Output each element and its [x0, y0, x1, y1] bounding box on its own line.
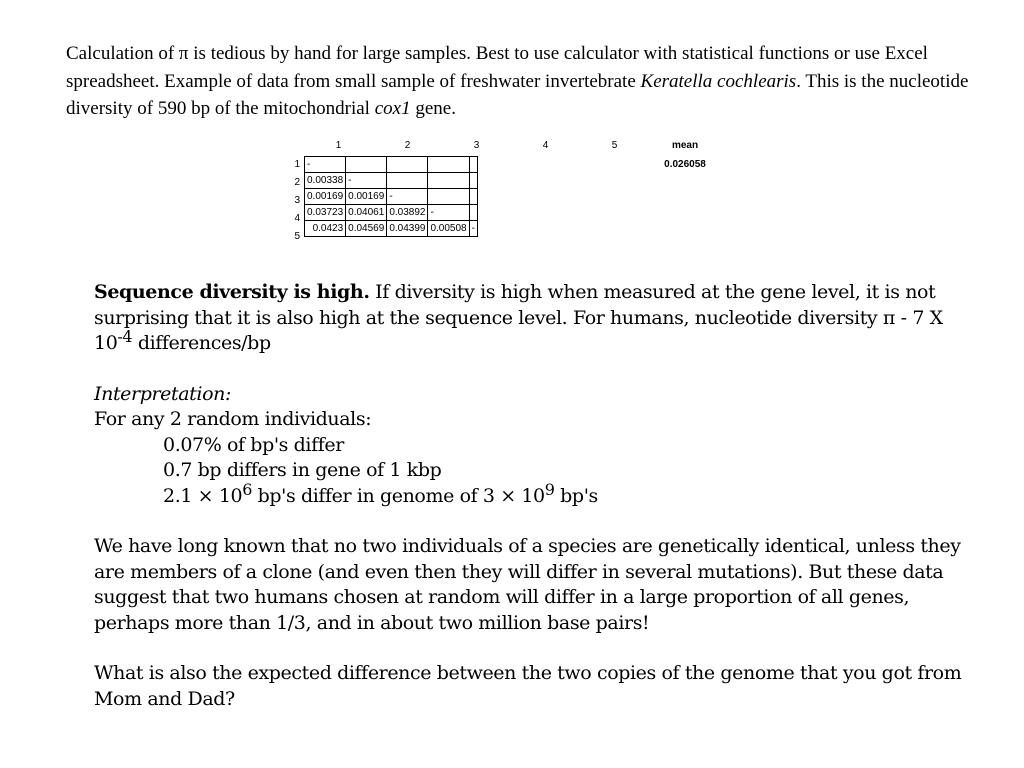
- distance-matrix: [304, 156, 478, 237]
- table-cell: -: [346, 173, 387, 189]
- table-cell: 0.04569: [346, 221, 387, 237]
- interpretation-item: $2.1 \times 10^6$ bp's differ in genome of $3 \times 10^9$ bp's: [163, 479, 598, 507]
- table-cell: -: [305, 157, 346, 173]
- table-cell: [469, 189, 477, 205]
- row-label: 2: [294, 177, 300, 188]
- intro-text: [66, 40, 986, 123]
- table-cell: [428, 157, 469, 173]
- table-row: [305, 205, 478, 221]
- table-cell: [428, 173, 469, 189]
- column-header: 4: [542, 140, 549, 151]
- intro-line-b: is tedious by hand for large samples. Best to use calculator with statistical functions or use Excel spreadsheet. Example of data from small sample of freshwater invertebrate: [66, 43, 928, 92]
- table-cell: 0.00169: [305, 189, 346, 205]
- diversity-unit: differences/bp: [132, 332, 271, 354]
- table-cell: -: [469, 221, 477, 237]
- diversity-exponent: -4: [117, 327, 133, 346]
- mean-value: 0.026058: [664, 159, 706, 170]
- table-row: [305, 173, 478, 189]
- lecture-body: [94, 280, 974, 712]
- intro-line-c: . This is the nucleotide diversity of 590 bp of the mitochondrial: [66, 70, 969, 119]
- table-cell: [346, 157, 387, 173]
- table-cell: [428, 189, 469, 205]
- diversity-approx: - 7 X 10: [94, 306, 943, 354]
- table-cell: [469, 157, 477, 173]
- diversity-text: If diversity is high when measured at the gene level, it is not surprising that it is also high at the sequence level. For humans, nucleotide diversity: [94, 281, 936, 329]
- diversity-heading: Sequence diversity is high.: [94, 281, 370, 303]
- table-cell: 0.04399: [387, 221, 428, 237]
- column-header: 3: [473, 140, 480, 151]
- column-header: 5: [611, 140, 618, 151]
- table-cell: 0.04061: [346, 205, 387, 221]
- table-cell: 0.03892: [387, 205, 428, 221]
- intro-line-a: Calculation of: [66, 43, 179, 64]
- intro-paragraph: [66, 40, 986, 123]
- row-label: 3: [294, 195, 300, 206]
- pi-symbol: π: [178, 43, 189, 64]
- interpretation-lead: For any 2 random individuals:: [94, 408, 372, 430]
- table-cell: [469, 205, 477, 221]
- table-cell: 0.00169: [346, 189, 387, 205]
- table-cell: [387, 157, 428, 173]
- table-cell: [387, 173, 428, 189]
- table-cell: [469, 173, 477, 189]
- gene-name: cox1: [374, 98, 411, 119]
- table-cell: -: [428, 205, 469, 221]
- table-row: [305, 221, 478, 237]
- table-cell: -: [387, 189, 428, 205]
- diversity-paragraph: [94, 280, 974, 357]
- table-row: [305, 157, 478, 173]
- question-paragraph: What is also the expected difference between the two copies of the genome that you got from Mom and Dad?: [94, 662, 962, 710]
- interpretation-item: 0.7 bp differs in gene of 1 kbp: [163, 459, 442, 481]
- row-label: 1: [294, 159, 300, 170]
- interpretation-item: 0.07% of bp's differ: [163, 433, 344, 456]
- species-name: Keratella cochlearis: [640, 70, 797, 92]
- interpretation-title: Interpretation:: [94, 382, 231, 405]
- column-header: 2: [404, 140, 411, 151]
- row-label: 5: [294, 231, 300, 242]
- table-row: [305, 189, 478, 205]
- clone-paragraph: We have long known that no two individuals of a species are genetically identical, unless they are members of a clone (and even then they will differ in several mutations). But these data suggest that two humans chosen at random will differ in a large proportion of all genes, perhaps more than 1/3, and in about two million base pairs!: [94, 535, 961, 634]
- column-header: 1: [335, 140, 342, 151]
- intro-line-d: gene.: [410, 98, 456, 119]
- table-cell: 0.03723: [305, 205, 346, 221]
- mean-header: mean: [671, 140, 699, 151]
- table-cell: 0.00508: [428, 221, 469, 237]
- row-label: 4: [294, 213, 300, 224]
- table-cell: 0.00338: [305, 173, 346, 189]
- pi-symbol: π: [882, 306, 896, 329]
- table-cell: 0.0423: [305, 221, 346, 237]
